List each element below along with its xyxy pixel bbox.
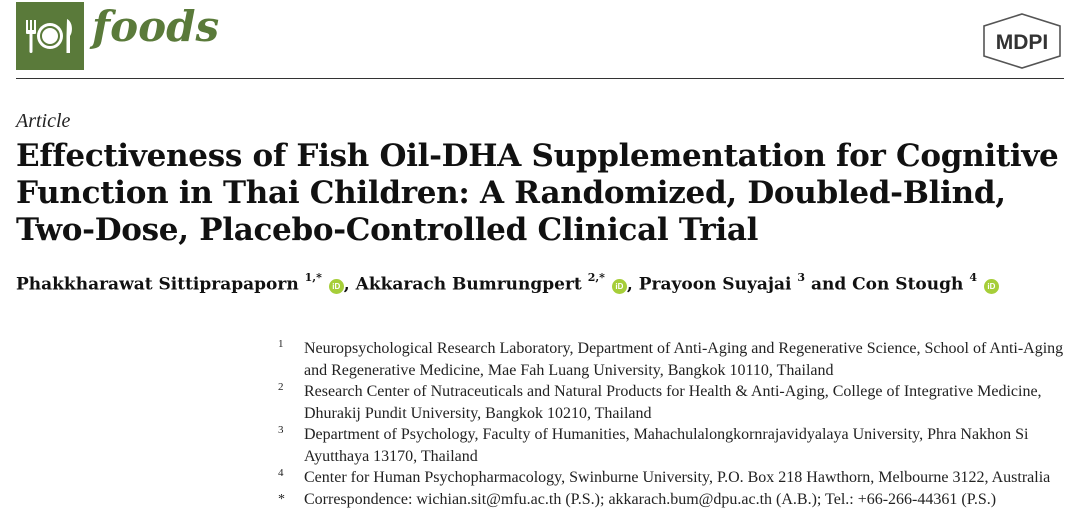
affiliation-item xyxy=(278,424,1068,467)
journal-logo xyxy=(16,2,84,70)
author-name[interactable]: Akkarach Bumrungpert xyxy=(355,274,582,295)
orcid-icon[interactable]: iD xyxy=(329,279,344,294)
affiliation-number: 2 xyxy=(278,381,284,393)
author-name[interactable]: Prayoon Suyajai xyxy=(638,274,792,295)
plate-fork-knife-icon xyxy=(22,16,78,56)
header-divider xyxy=(16,78,1064,79)
affiliation-number: 1 xyxy=(278,338,284,350)
article-title: Effectiveness of Fish Oil-DHA Supplementation for Cognitive Function in Thai Children: A Randomized, Doubled-Blind, Two-Dose, Placebo-Controlled Clinical Trial xyxy=(16,138,1059,248)
affiliation-number: 3 xyxy=(278,424,284,436)
author-name[interactable]: Con Stough xyxy=(852,274,964,295)
author-affiliation-marker: 2,* xyxy=(587,271,605,284)
author-name[interactable]: Phakkharawat Sittiprapaporn xyxy=(16,274,299,295)
journal-name: foods xyxy=(92,2,220,51)
affiliation-item xyxy=(278,338,1068,381)
mdpi-logo xyxy=(980,12,1064,70)
affiliation-text: Neuropsychological Research Laboratory, Department of Anti-Aging and Regenerative Science, School of Anti-Aging and Regenerative Medicine, Mae Fah Luang University, Bangkok 10110, Thailand xyxy=(304,340,1064,379)
correspondence-item xyxy=(278,489,1068,511)
affiliation-text: Research Center of Nutraceuticals and Natural Products for Health & Anti-Aging, College of Integrative Medicine, Dhurakij Pundit University, Bangkok 10210, Thailand xyxy=(304,383,1042,422)
affiliation-number: 4 xyxy=(278,467,284,479)
author-separator: and xyxy=(805,274,853,295)
affiliation-text: Center for Human Psychopharmacology, Swinburne University, P.O. Box 218 Hawthorn, Melbourne 3122, Australia xyxy=(304,469,1051,486)
orcid-icon[interactable]: iD xyxy=(984,279,999,294)
correspondence-marker: * xyxy=(278,491,285,507)
orcid-icon[interactable]: iD xyxy=(612,279,627,294)
author-affiliation-marker: 4 xyxy=(969,271,977,284)
author-affiliation-marker: 1,* xyxy=(304,271,322,284)
affiliation-item xyxy=(278,381,1068,424)
correspondence-text[interactable]: Correspondence: wichian.sit@mfu.ac.th (P.S.); akkarach.bum@dpu.ac.th (A.B.); Tel.: +66-266-44361 (P.S.) xyxy=(304,490,997,508)
author-separator: , xyxy=(343,274,356,295)
author-separator: , xyxy=(626,274,639,295)
affiliation-list xyxy=(278,338,1068,510)
article-type: Article xyxy=(16,110,71,132)
publisher-logo-text: MDPI xyxy=(995,31,1049,54)
affiliation-text: Department of Psychology, Faculty of Humanities, Mahachulalongkornrajavidyalaya University, Phra Nakhon Si Ayutthaya 13170, Thailand xyxy=(304,426,1029,465)
affiliation-item xyxy=(278,467,1068,489)
author-affiliation-marker: 3 xyxy=(797,271,806,284)
author-list xyxy=(16,273,999,295)
